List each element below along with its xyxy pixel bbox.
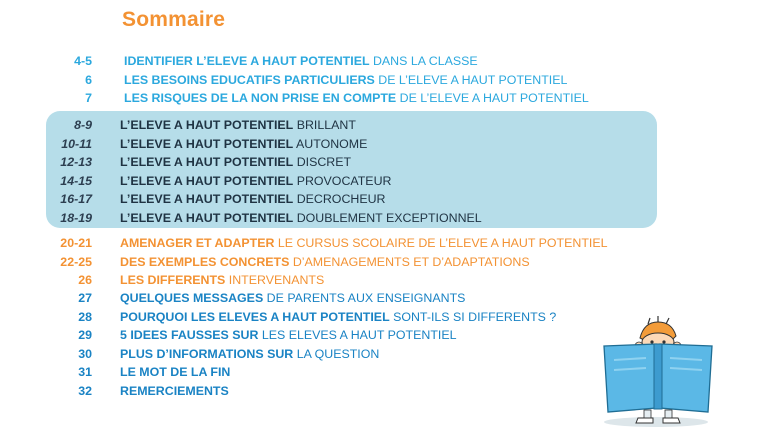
toc-entry [0, 210, 700, 226]
toc-title-bold: L’ELEVE A HAUT POTENTIEL [120, 136, 294, 151]
toc-entry [0, 272, 700, 288]
toc-page-number: 28 [78, 309, 92, 324]
toc-title-bold: LES RISQUES DE LA NON PRISE EN COMPTE [124, 91, 397, 106]
toc-title-bold: REMERCIEMENTS [120, 384, 229, 398]
toc-title [120, 173, 391, 189]
toc-page-number: 10-11 [61, 136, 92, 151]
toc-title [120, 309, 556, 325]
toc-title-rest: D’AMENAGEMENTS ET D’ADAPTATIONS [289, 254, 530, 269]
toc-entry [0, 136, 700, 152]
toc-page-number: 31 [78, 365, 92, 380]
toc-page-number: 32 [78, 384, 92, 398]
toc-page-number: 20-21 [60, 236, 92, 250]
toc-title-bold: POURQUOI LES ELEVES A HAUT POTENTIEL [120, 309, 390, 324]
toc-title [124, 53, 478, 69]
toc-page-number: 4-5 [74, 54, 92, 68]
toc-title-rest: PROVOCATEUR [293, 173, 392, 188]
toc-title-bold: LES DIFFERENTS [120, 273, 226, 288]
toc-title-bold: 5 IDEES FAUSSES SUR [120, 328, 259, 343]
child-reading-book-illustration [588, 316, 728, 428]
toc-title [120, 235, 608, 251]
toc-page-number: 12-13 [60, 155, 92, 170]
toc-page-number: 26 [78, 273, 92, 288]
toc-title [120, 117, 356, 133]
toc-title-rest: INTERVENANTS [225, 273, 325, 288]
toc-title [120, 136, 367, 152]
page-title: Sommaire [122, 8, 226, 31]
toc-title [120, 327, 457, 343]
toc-title [120, 290, 465, 306]
toc-page-number: 22-25 [60, 254, 92, 269]
toc-entry [0, 154, 700, 170]
toc-title [120, 154, 351, 170]
toc-title [120, 383, 229, 399]
toc-title-rest: LA QUESTION [293, 346, 380, 361]
toc-title-rest: DOUBLEMENT EXCEPTIONNEL [293, 211, 482, 225]
toc-title-rest: AUTONOME [293, 136, 368, 151]
toc-title [120, 254, 530, 270]
toc-title-rest: DECROCHEUR [293, 192, 386, 207]
toc-title-rest: LE CURSUS SCOLAIRE DE L’ELEVE A HAUT POTENTIEL [274, 236, 608, 250]
toc-title-rest: DE PARENTS AUX ENSEIGNANTS [263, 291, 466, 305]
toc-title-rest: LES ELEVES A HAUT POTENTIEL [258, 328, 457, 343]
toc-page-number: 30 [78, 346, 92, 361]
toc-entry [0, 235, 700, 251]
toc-title-bold: IDENTIFIER L’ELEVE A HAUT POTENTIEL [124, 54, 370, 68]
toc-title-bold: PLUS D’INFORMATIONS SUR [120, 346, 294, 361]
toc-title-rest: DANS LA CLASSE [369, 54, 478, 68]
toc-title-rest: BRILLANT [293, 118, 356, 132]
toc-entry [0, 290, 700, 306]
toc-title-bold: DES EXEMPLES CONCRETS [120, 254, 290, 269]
toc-page-number: 14-15 [60, 173, 92, 188]
toc-title-bold: L’ELEVE A HAUT POTENTIEL [120, 211, 294, 225]
toc-title-rest: SONT-ILS SI DIFFERENTS ? [389, 309, 557, 324]
toc-title [120, 364, 230, 380]
toc-title [120, 346, 379, 362]
toc-entry [0, 90, 700, 106]
toc-title-bold: QUELQUES MESSAGES [120, 291, 264, 305]
toc-entry [0, 117, 700, 133]
toc-title [120, 272, 324, 288]
toc-title-bold: LE MOT DE LA FIN [120, 365, 231, 380]
toc-page-number: 18-19 [60, 211, 92, 225]
toc-title [120, 191, 386, 207]
toc-title [124, 90, 589, 106]
toc-page-number: 8-9 [74, 118, 92, 132]
toc-title-rest: DE L’ELEVE A HAUT POTENTIEL [374, 72, 568, 87]
toc-title-rest: DISCRET [293, 155, 352, 170]
toc-entry [0, 254, 700, 270]
toc-title-bold: L’ELEVE A HAUT POTENTIEL [120, 173, 294, 188]
toc-entry [0, 72, 700, 88]
toc-page-number: 7 [85, 91, 92, 106]
toc-page-number: 27 [78, 291, 92, 305]
toc-page-number: 6 [85, 72, 92, 87]
toc-title [120, 210, 482, 226]
toc-page-number: 29 [78, 328, 92, 343]
toc-title-bold: L’ELEVE A HAUT POTENTIEL [120, 192, 294, 207]
toc-title [124, 72, 567, 88]
toc-entry [0, 173, 700, 189]
toc-entry [0, 191, 700, 207]
toc-page-number: 16-17 [60, 192, 92, 207]
toc-entry [0, 53, 700, 69]
toc-title-bold: LES BESOINS EDUCATIFS PARTICULIERS [124, 72, 375, 87]
toc-title-rest: DE L’ELEVE A HAUT POTENTIEL [396, 91, 589, 106]
toc-title-bold: L’ELEVE A HAUT POTENTIEL [120, 118, 294, 132]
toc-title-bold: AMENAGER ET ADAPTER [120, 236, 275, 250]
toc-title-bold: L’ELEVE A HAUT POTENTIEL [120, 155, 294, 170]
